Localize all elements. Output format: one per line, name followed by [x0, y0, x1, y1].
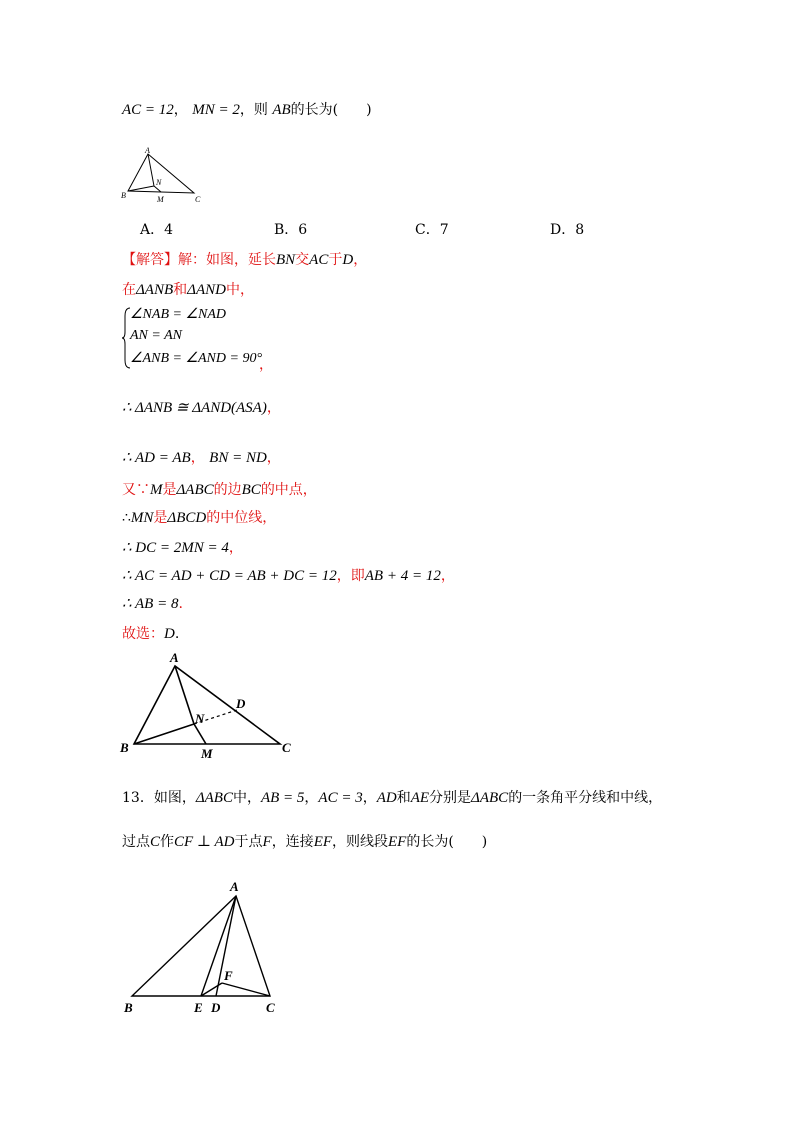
- triangle-abc: [132, 896, 270, 996]
- solution-line-1: 【解答】解：如图，延长BN交AC于D，: [122, 252, 368, 268]
- label-n: N: [156, 178, 162, 187]
- label-c: C: [282, 740, 291, 755]
- q12-stem: [122, 100, 372, 120]
- system-row-2: AN = AN: [130, 328, 182, 343]
- option-a[interactable]: A．4: [140, 222, 174, 238]
- solution-line-2: 在ΔANB和ΔAND中，: [122, 282, 254, 298]
- q13-line-2: 过点C作CF ⊥ AD于点F，连接EF，则线段EF的长为( ): [122, 834, 488, 850]
- label-c: C: [195, 195, 201, 204]
- system-end: ，: [259, 357, 273, 373]
- label-m: M: [157, 195, 164, 204]
- segment-an: [175, 666, 194, 724]
- solution-line-10: ∴ AB = 8.: [122, 596, 183, 612]
- q12-sep: ，: [173, 102, 188, 118]
- solution-line-6: 又∵M是ΔABC的边BC的中点，: [122, 482, 317, 498]
- solution-line-8: ∴ DC = 2MN = 4，: [122, 540, 243, 556]
- label-d: D: [211, 1000, 221, 1015]
- solution-line-4: ∴ ΔANB ≅ ΔAND(ASA)，: [122, 400, 281, 416]
- option-d[interactable]: D．8: [550, 222, 585, 238]
- label-a: A: [230, 879, 239, 894]
- q13-figure: [118, 876, 298, 1016]
- solution-line-11: 故选：D.: [122, 626, 180, 642]
- label-a: A: [170, 650, 179, 665]
- q12-then: ，则: [239, 102, 268, 118]
- q12-ac: AC = 12: [122, 102, 174, 118]
- system-row-1: ∠NAB = ∠NAD: [130, 307, 226, 322]
- label-a: A: [145, 146, 150, 155]
- label-f: F: [224, 968, 233, 983]
- label-c: C: [266, 1000, 275, 1015]
- q12-mn: MN = 2: [192, 102, 240, 118]
- solution-line-7: ∴MN是ΔBCD的中位线，: [122, 510, 277, 526]
- segment-cf: [222, 983, 270, 996]
- label-n: N: [195, 711, 205, 726]
- label-e: E: [194, 1000, 203, 1015]
- solution-line-9: ∴ AC = AD + CD = AB + DC = 12，即AB + 4 = 12，: [122, 568, 455, 584]
- q13-line-1: 13．如图，ΔABC中，AB = 5，AC = 3，AD和AE分别是ΔABC的一条角平分线和中线，: [122, 790, 663, 806]
- label-b: B: [121, 191, 126, 200]
- q12-ask: 的长为( ): [290, 102, 372, 118]
- option-c[interactable]: C．7: [415, 222, 449, 238]
- q12-small-figure: [118, 146, 208, 206]
- solution-line-5: ∴ AD = AB， BN = ND，: [122, 450, 281, 466]
- option-b[interactable]: B．6: [274, 222, 308, 238]
- label-d: D: [236, 696, 246, 711]
- label-m: M: [201, 746, 213, 761]
- solution-figure: [118, 648, 308, 763]
- label-b: B: [124, 1000, 133, 1015]
- answer-tag: 【解答】: [122, 252, 178, 268]
- segment-bn: [128, 186, 154, 191]
- segment-nm: [194, 724, 206, 744]
- triangle-abc: [128, 154, 194, 193]
- triangle-abc: [134, 666, 280, 744]
- system-row-3: ∠ANB = ∠AND = 90°: [130, 351, 263, 366]
- label-b: B: [120, 740, 129, 755]
- q12-ab: AB: [272, 102, 291, 118]
